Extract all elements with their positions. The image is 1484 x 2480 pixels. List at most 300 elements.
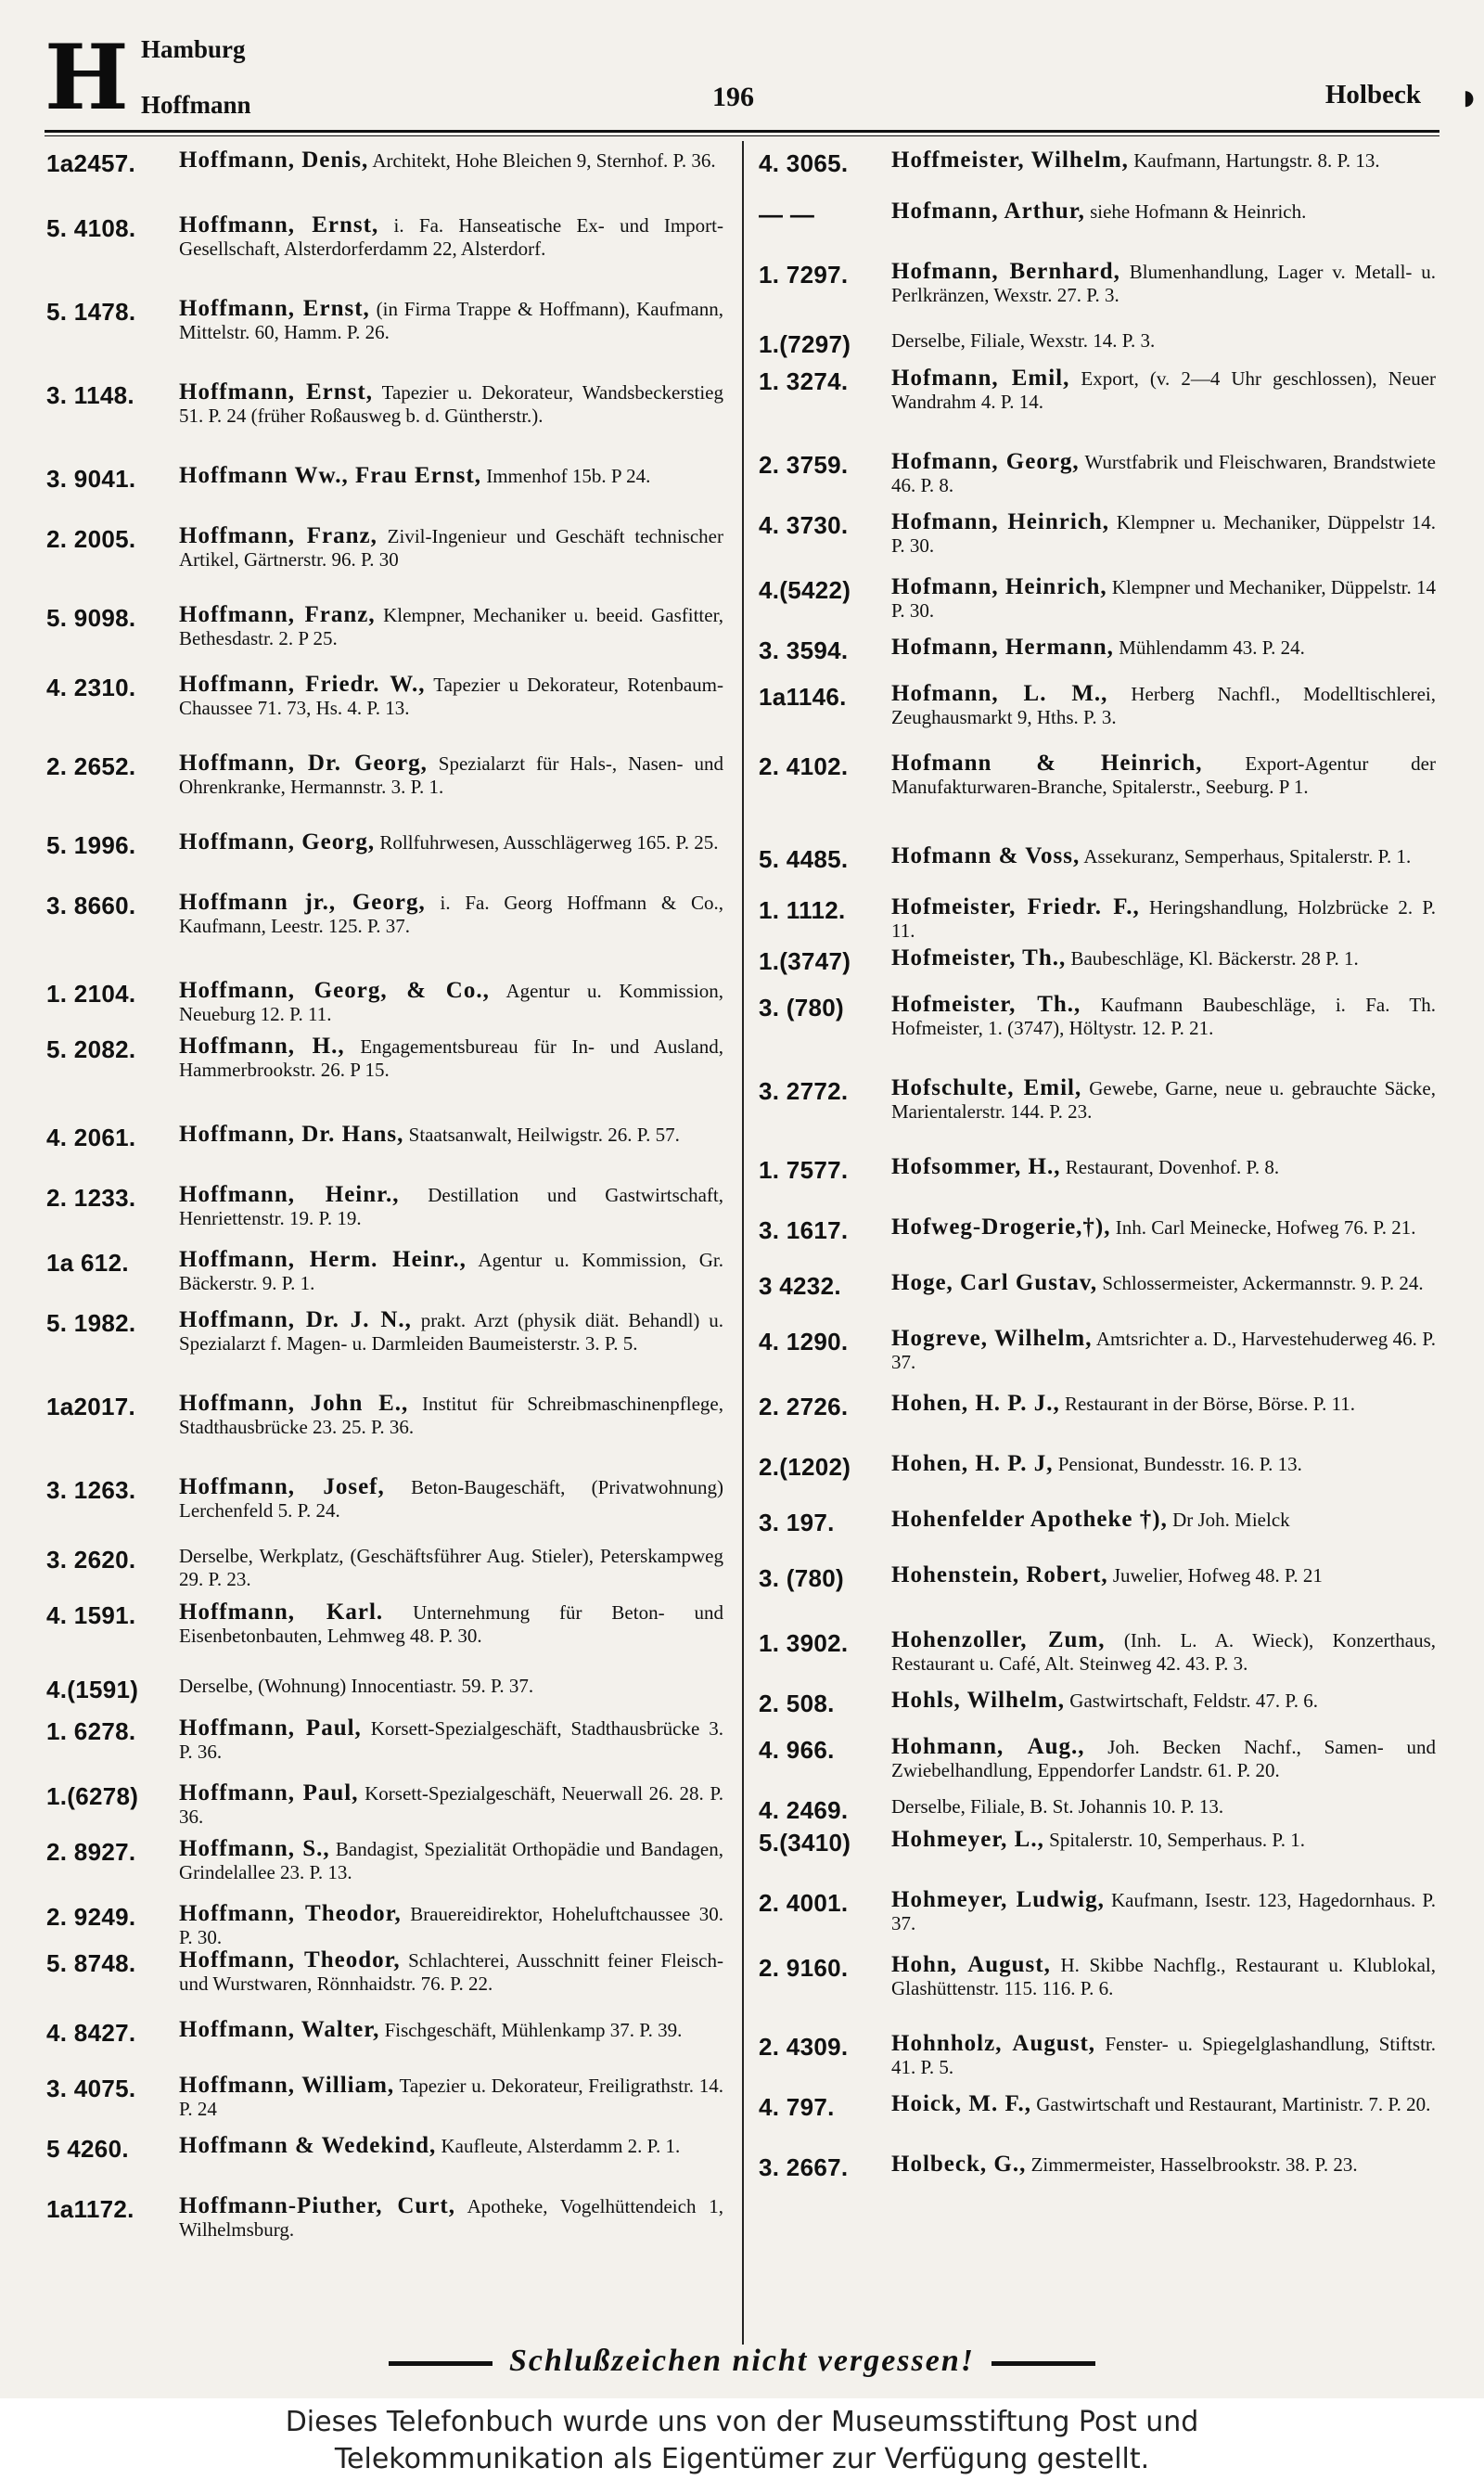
listing-text (891, 1508, 1436, 1532)
phone-number: 4. 8427. (46, 2019, 136, 2047)
subscriber-details: Blumenhandlung, Lager v. Metall- u. Perlkränzen, Wexstr. 27. P. 3. (891, 261, 1437, 306)
listing-text (891, 329, 1436, 353)
listing-entry (46, 380, 723, 428)
listing-entry (759, 895, 1436, 943)
phone-number: 2. 9249. (46, 1903, 136, 1931)
subscriber-name: Hogreve, Wilhelm, (891, 1326, 1093, 1351)
phone-number: 4. 2310. (46, 674, 136, 701)
subscriber-details: Kaufleute, Alsterdamm 2. P. 1. (441, 2135, 681, 2157)
phone-number: 1.(3747) (759, 947, 851, 975)
listing-entry (46, 1716, 723, 1764)
subscriber-name: Hofmann & Heinrich, (891, 751, 1203, 776)
listing-entry (46, 1948, 723, 1996)
listing-entry (759, 1507, 1436, 1536)
phone-number: 2. 2726. (759, 1393, 849, 1420)
subscriber-details: Zimmermeister, Hasselbrookstr. 38. P. 23. (1030, 2153, 1358, 2176)
listing-text (891, 1563, 1436, 1587)
subscriber-name: Hoffmann, Georg, (179, 829, 376, 855)
subscriber-name: Hoffmann, Ernst, (179, 212, 379, 238)
phone-number: 1. 7577. (759, 1156, 849, 1184)
subscriber-name: Hoffmann, Josef, (179, 1474, 385, 1499)
subscriber-name: Hofsommer, H., (891, 1154, 1061, 1179)
listing-text (179, 464, 723, 488)
listing-entry (46, 297, 723, 344)
subscriber-details: Gewebe, Garne, neue u. gebrauchte Säcke, Marientalerstr. 144. P. 23. (891, 1077, 1436, 1123)
phone-number: 1. 1112. (759, 896, 846, 924)
listing-text (179, 1545, 723, 1591)
listing-entry (759, 148, 1436, 177)
listing-entry (759, 1953, 1436, 2000)
phone-number: — — (759, 200, 815, 228)
listing-text (179, 2018, 723, 2042)
listing-entry (759, 2152, 1436, 2181)
subscriber-name: Hoffmann, William, (179, 2073, 395, 2098)
subscriber-details: Klempner, Mechaniker u. beeid. Gasfitter, Bethesdastr. 2. P 25. (179, 604, 723, 649)
listing-text (891, 844, 1436, 868)
listing-entry (46, 148, 723, 177)
phone-number: 2. 4001. (759, 1889, 849, 1917)
subscriber-details: Klempner und Mechaniker, Düppelstr. 14 P. 30. (891, 576, 1437, 622)
subscriber-name: Hohmeyer, Ludwig, (891, 1887, 1105, 1912)
listing-entry (759, 2032, 1436, 2079)
subscriber-details: Fenster- u. Spiegelglashandlung, Stiftstr. 41. P. 5. (891, 2033, 1436, 2078)
phone-number: 5. 9098. (46, 604, 136, 632)
subscriber-name: Hoffmeister, Wilhelm, (891, 148, 1129, 173)
subscriber-name: Hoffmann, Denis, (179, 148, 369, 173)
phone-number: 3. 2772. (759, 1077, 849, 1105)
subscriber-details: Derselbe, Filiale, B. St. Johannis 10. P. 13. (891, 1795, 1224, 1818)
listing-entry (759, 199, 1436, 228)
phone-number: 4.(1591) (46, 1676, 139, 1703)
subscriber-details: (Inh. L. A. Wieck), Konzerthaus, Restaurant u. Café, Alt. Steinweg 42. 43. P. 3. (891, 1629, 1437, 1675)
subscriber-name: Hoffmann, Walter, (179, 2017, 380, 2042)
phone-number: 5 4260. (46, 2135, 129, 2163)
subscriber-details: Destillation und Gastwirtschaft, Henriettenstr. 19. P. 19. (179, 1184, 723, 1229)
listing-text (179, 213, 723, 261)
listing-text (891, 682, 1436, 729)
subscriber-details: Kaufmann, Isestr. 123, Hagedornhaus. P. 37. (891, 1889, 1437, 1934)
subscriber-details: Heringshandlung, Holzbrücke 2. P. 11. (891, 896, 1437, 942)
slogan-rule-right (991, 2361, 1095, 2366)
listing-entry (759, 993, 1436, 1040)
subscriber-details: Gastwirtschaft, Feldstr. 47. P. 6. (1069, 1690, 1319, 1712)
listing-text (891, 946, 1436, 970)
phone-number: 3. 1263. (46, 1476, 136, 1504)
phone-number: 1. 2104. (46, 980, 136, 1008)
phone-number: 2.(1202) (759, 1453, 851, 1481)
subscriber-name: Hohenstein, Robert, (891, 1562, 1108, 1587)
listing-entry (759, 450, 1436, 497)
phone-number: 5. 2082. (46, 1035, 136, 1063)
listing-text (891, 148, 1436, 173)
phone-number: 2. 8927. (46, 1838, 136, 1866)
subscriber-details: Tapezier u. Dekorateur, Freiligrathstr. 14. P. 24 (179, 2075, 724, 2120)
listing-text (891, 895, 1436, 943)
listing-text (179, 1837, 723, 1884)
subscriber-details: Herberg Nachfl., Modelltischlerei, Zeughausmarkt 9, Hths. P. 3. (891, 683, 1436, 728)
listing-entry (46, 979, 723, 1026)
listing-entry (759, 752, 1436, 799)
slogan-rule-left (389, 2361, 493, 2366)
subscriber-name: Hofmann, Bernhard, (891, 259, 1120, 284)
subscriber-details: Engagementsbureau für In- und Ausland, Hammerbrookstr. 26. P 15. (179, 1035, 724, 1081)
listing-text (891, 1271, 1436, 1295)
subscriber-details: Dr Joh. Mielck (1172, 1509, 1290, 1531)
listing-text (891, 1076, 1436, 1124)
subscriber-details: Gastwirtschaft und Restaurant, Martinistr. 7. P. 20. (1036, 2093, 1431, 2115)
listing-entry (46, 2133, 723, 2163)
subscriber-name: Hoge, Carl Gustav, (891, 1270, 1098, 1295)
subscriber-details: prakt. Arzt (physik diät. Behandl) u. Spezialarzt f. Magen- u. Darmleiden Baumeisterstr. 3. P. 5. (179, 1309, 723, 1355)
listing-entry (46, 1034, 723, 1082)
subscriber-name: Hofmann, L. M., (891, 681, 1108, 706)
subscriber-details: Fischgeschäft, Mühlenkamp 37. P. 39. (384, 2019, 683, 2041)
subscriber-name: Hoffmann Ww., Frau Ernst, (179, 463, 481, 488)
listing-text (891, 260, 1436, 307)
phone-number: 2. 508. (759, 1690, 835, 1717)
listing-entry (46, 752, 723, 799)
listing-text (179, 1034, 723, 1082)
phone-number: 3. 4075. (46, 2075, 136, 2102)
subscriber-name: Hoffmann, Dr. J. N., (179, 1307, 412, 1332)
listing-entry (759, 1327, 1436, 1374)
subscriber-name: Hoffmann, Franz, (179, 602, 376, 627)
subscriber-details: Apotheke, Vogelhüttendeich 1, Wilhelmsburg. (179, 2195, 723, 2241)
listing-text (891, 1795, 1436, 1818)
slogan (0, 2344, 1484, 2379)
listing-entry (46, 1600, 723, 1648)
phone-number: 3. 2620. (46, 1546, 136, 1574)
subscriber-name: Hoffmann & Wedekind, (179, 2133, 437, 2158)
phone-number: 1a2017. (46, 1393, 136, 1420)
subscriber-name: Hoffmann, Friedr. W., (179, 672, 426, 697)
listing-entry (759, 1076, 1436, 1124)
subscriber-name: Hofmann, Emil, (891, 366, 1070, 391)
subscriber-details: Derselbe, (Wohnung) Innocentiastr. 59. P. 37. (179, 1675, 534, 1697)
subscriber-details: Export-Agentur der Manufakturwaren-Branche, Spitalerstr., Seeburg. P 1. (891, 752, 1436, 798)
subscriber-details: Tapezier u. Dekorateur, Wandsbeckerstieg 51. P. 24 (früher Roßausweg b. d. Güntherstr.). (179, 381, 724, 427)
subscriber-name: Hoffmann, Theodor, (179, 1901, 402, 1926)
listing-entry (46, 1475, 723, 1523)
listing-entry (46, 1902, 723, 1949)
listing-text (179, 603, 723, 650)
subscriber-name: Hofmann, Arthur, (891, 199, 1085, 224)
subscriber-details: Restaurant, Dovenhof. P. 8. (1065, 1156, 1280, 1178)
listing-entry (46, 2074, 723, 2121)
listing-entry (759, 1562, 1436, 1592)
footer-line-1: Dieses Telefonbuch wurde uns von der Museumsstiftung Post und (285, 2406, 1199, 2438)
section-letter: H (45, 25, 129, 130)
phone-number: 3. 2667. (759, 2153, 849, 2181)
phone-number: 1. 3902. (759, 1629, 849, 1657)
subscriber-name: Hoffmann, S., (179, 1836, 330, 1861)
header-rule (45, 130, 1439, 136)
listing-text (179, 1392, 723, 1439)
phone-number: 1. 6278. (46, 1717, 136, 1745)
subscriber-details: Kaufmann Baubeschläge, i. Fa. Th. Hofmeister, 1. (3747), Höltystr. 12. P. 21. (891, 994, 1437, 1039)
listing-entry (46, 1183, 723, 1230)
listing-text (179, 1902, 723, 1949)
listing-entry (759, 510, 1436, 558)
listing-entry (46, 1248, 723, 1295)
subscriber-details: Immenhof 15b. P 24. (486, 465, 651, 487)
listing-entry (46, 463, 723, 493)
listing-text (179, 1948, 723, 1996)
listing-entry (759, 260, 1436, 307)
subscriber-details: Derselbe, Filiale, Wexstr. 14. P. 3. (891, 329, 1156, 352)
subscriber-details: Pensionat, Bundesstr. 16. P. 13. (1057, 1453, 1302, 1475)
subscriber-details: Juwelier, Hofweg 48. P. 21 (1112, 1564, 1323, 1587)
listing-entry (46, 1837, 723, 1884)
subscriber-name: Hoffmann, Franz, (179, 523, 377, 548)
phone-number: 1a2457. (46, 149, 136, 177)
listing-entry (46, 1675, 723, 1703)
subscriber-name: Hoffmann-Piuther, Curt, (179, 2193, 455, 2218)
subscriber-details: Restaurant in der Börse, Börse. P. 11. (1065, 1393, 1356, 1415)
header-last-name: Holbeck (1324, 80, 1421, 109)
phone-number: 5. 1982. (46, 1309, 136, 1337)
subscriber-name: Hoffmann, Dr. Georg, (179, 751, 428, 776)
subscriber-details: Agentur u. Kommission, Gr. Bäckerstr. 9. P. 1. (179, 1249, 724, 1294)
phone-number: 5. 1996. (46, 831, 136, 859)
listing-entry (759, 1688, 1436, 1717)
listing-text (179, 2194, 723, 2242)
listing-text (179, 148, 723, 173)
listing-text (179, 2134, 723, 2158)
subscriber-details: Kaufmann, Hartungstr. 8. P. 13. (1133, 149, 1380, 172)
phone-number: 1a1146. (759, 683, 847, 711)
listing-text (179, 1183, 723, 1230)
subscriber-name: Hofweg-Drogerie,†), (891, 1214, 1111, 1240)
listing-text (891, 2092, 1436, 2116)
phone-number: 2. 2005. (46, 525, 136, 553)
listing-text (179, 673, 723, 720)
listing-text (891, 1828, 1436, 1852)
listing-entry (46, 1781, 723, 1829)
subscriber-name: Hoffmann, Ernst, (179, 379, 373, 405)
listing-text (891, 1155, 1436, 1179)
subscriber-name: Hofmann & Voss, (891, 843, 1081, 868)
subscriber-details: Staatsanwalt, Heilwigstr. 26. P. 57. (408, 1124, 680, 1146)
subscriber-name: Hoffmann, H., (179, 1034, 345, 1059)
subscriber-name: Hofmann, Georg, (891, 449, 1080, 474)
listing-text (891, 1327, 1436, 1374)
listing-entry (759, 1888, 1436, 1935)
subscriber-name: Hoffmann, Theodor, (179, 1947, 401, 1972)
listing-entry (46, 1392, 723, 1439)
listing-entry (46, 2017, 723, 2047)
listing-text (179, 1781, 723, 1829)
phone-number: 2. 3759. (759, 451, 849, 479)
phone-number: 3. 3594. (759, 636, 849, 664)
subscriber-name: Hoffmann, Paul, (179, 1715, 362, 1741)
phone-number: 3. 1148. (46, 381, 134, 409)
listing-text (891, 2152, 1436, 2177)
subscriber-details: Architekt, Hohe Bleichen 9, Sternhof. P. 36. (372, 149, 716, 172)
subscriber-details: Unternehmung für Beton- und Eisenbetonbauten, Lehmweg 48. P. 30. (179, 1601, 723, 1647)
subscriber-name: Hohenfelder Apotheke †), (891, 1507, 1168, 1532)
subscriber-details: Spitalerstr. 10, Semperhaus. P. 1. (1049, 1829, 1305, 1851)
subscriber-details: Korsett-Spezialgeschäft, Stadthausbrücke 3. P. 36. (179, 1717, 723, 1763)
subscriber-details: Klempner u. Mechaniker, Düppelstr 14. P. 30. (891, 511, 1437, 557)
subscriber-name: Hofschulte, Emil, (891, 1075, 1082, 1100)
phone-number: 4. 966. (759, 1736, 835, 1764)
phone-number: 5.(3410) (759, 1829, 851, 1857)
listing-text (179, 297, 723, 344)
listing-entry (759, 1391, 1436, 1420)
page-number: 196 (712, 82, 754, 112)
listing-text (891, 366, 1436, 414)
listing-text (891, 1392, 1436, 1416)
subscriber-details: Amtsrichter a. D., Harvestehuderweg 46. P. 37. (891, 1328, 1436, 1373)
listing-entry (759, 1735, 1436, 1782)
subscriber-name: Hofmann, Heinrich, (891, 574, 1107, 599)
subscriber-details: Mühlendamm 43. P. 24. (1119, 636, 1305, 659)
listing-entry (759, 635, 1436, 664)
listing-text (891, 510, 1436, 558)
phone-number: 3. 197. (759, 1509, 835, 1536)
subscriber-details: Assekuranz, Semperhaus, Spitalerstr. P. 1. (1083, 845, 1412, 867)
listing-text (891, 993, 1436, 1040)
subscriber-details: Schlachterei, Ausschnitt feiner Fleisch- und Wurstwaren, Rönnhaidstr. 76. P. 22. (179, 1949, 723, 1995)
listing-text (179, 1475, 723, 1523)
phone-number: 1a 612. (46, 1249, 129, 1277)
subscriber-name: Hoffmann, Dr. Hans, (179, 1122, 404, 1147)
subscriber-details: Inh. Carl Meinecke, Hofweg 76. P. 21. (1115, 1216, 1416, 1239)
subscriber-details: siehe Hofmann & Heinrich. (1090, 200, 1307, 223)
subscriber-details: Wurstfabrik und Fleischwaren, Brandstwiete 46. P. 8. (891, 451, 1437, 496)
listing-entry (46, 524, 723, 572)
subscriber-details: Beton-Baugeschäft, (Privatwohnung) Lerchenfeld 5. P. 24. (179, 1476, 723, 1522)
listing-entry (759, 329, 1436, 358)
subscriber-details: (in Firma Trappe & Hoffmann), Kaufmann, Mittelstr. 60, Hamm. P. 26. (179, 298, 723, 343)
subscriber-details: H. Skibbe Nachflg., Restaurant u. Klublokal, Glashüttenstr. 115. 116. P. 6. (891, 1954, 1436, 1999)
phone-number: 3. (780) (759, 994, 845, 1022)
subscriber-name: Hofmann, Hermann, (891, 635, 1114, 660)
subscriber-name: Hoffmann, Ernst, (179, 296, 370, 321)
phone-number: 4. 2061. (46, 1124, 136, 1151)
subscriber-details: Bandagist, Spezialität Orthopädie und Bandagen, Grindelallee 23. P. 13. (179, 1838, 723, 1883)
phone-number: 4. 3065. (759, 149, 849, 177)
phone-number: 5. 4108. (46, 214, 136, 242)
listing-entry (46, 1122, 723, 1151)
subscriber-name: Holbeck, G., (891, 2152, 1027, 2177)
phone-number: 1. 7297. (759, 261, 849, 289)
listing-entry (759, 945, 1436, 975)
listing-text (891, 1452, 1436, 1476)
subscriber-name: Hohen, H. P. J., (891, 1391, 1060, 1416)
listing-text (179, 752, 723, 799)
subscriber-name: Hofmeister, Th., (891, 945, 1067, 970)
subscriber-name: Hoffmann, Heinr., (179, 1182, 400, 1207)
footer-line-2: Telekommunikation als Eigentümer zur Verfügung gestellt. (334, 2443, 1150, 2475)
header-city: Hamburg (141, 35, 246, 63)
listing-entry (46, 891, 723, 938)
phone-number: 3. (780) (759, 1564, 845, 1592)
subscriber-details: Export, (v. 2—4 Uhr geschlossen), Neuer Wandrahm 4. P. 14. (891, 367, 1437, 413)
listing-entry (46, 213, 723, 261)
footer-credit (0, 2398, 1484, 2480)
subscriber-details: Rollfuhrwesen, Ausschlägerweg 165. P. 25. (379, 831, 719, 854)
subscriber-name: Hohnholz, August, (891, 2031, 1096, 2056)
listing-text (179, 891, 723, 938)
subscriber-name: Hofmeister, Friedr. F., (891, 894, 1140, 919)
phone-number: 4. 797. (759, 2093, 835, 2121)
listing-text (891, 636, 1436, 660)
phone-number: 4.(5422) (759, 576, 851, 604)
column-divider (742, 141, 744, 2345)
subscriber-details: Institut für Schreibmaschinenpflege, Stadthausbrücke 23. 25. P. 36. (179, 1393, 723, 1438)
phone-number: 3. 8660. (46, 892, 136, 919)
listing-entry (759, 2091, 1436, 2121)
subscriber-name: Hohmeyer, L., (891, 1827, 1044, 1852)
subscriber-details: Baubeschläge, Kl. Bäckerstr. 28 P. 1. (1070, 947, 1359, 970)
listing-text (891, 1953, 1436, 2000)
subscriber-name: Hohls, Wilhelm, (891, 1688, 1066, 1713)
phone-number: 4. 1290. (759, 1328, 849, 1356)
phone-number: 3. 9041. (46, 465, 136, 493)
subscriber-name: Hoick, M. F., (891, 2091, 1031, 2116)
listing-entry (759, 843, 1436, 873)
phone-number: 5. 1478. (46, 298, 136, 326)
listing-text (179, 1248, 723, 1295)
listing-entry (46, 1545, 723, 1591)
phone-number: 2. 2652. (46, 752, 136, 780)
subscriber-name: Hoffmann, John E., (179, 1391, 409, 1416)
listing-text (179, 1308, 723, 1356)
listing-entry (759, 366, 1436, 414)
listing-entry (759, 1827, 1436, 1857)
subscriber-details: Zivil-Ingenieur und Geschäft technischer Artikel, Gärtnerstr. 96. P. 30 (179, 525, 723, 571)
listing-text (179, 830, 723, 855)
phone-number: 1.(7297) (759, 330, 851, 358)
listing-text (179, 1675, 723, 1698)
phone-number: 3. 1617. (759, 1216, 849, 1244)
listing-text (891, 450, 1436, 497)
listing-text (179, 380, 723, 428)
listing-text (891, 2032, 1436, 2079)
phone-number: 5. 4485. (759, 845, 849, 873)
phone-number: 2. 4102. (759, 752, 849, 780)
subscriber-details: Schlossermeister, Ackermannstr. 9. P. 24. (1102, 1272, 1424, 1294)
listing-text (179, 1600, 723, 1648)
listing-text (179, 979, 723, 1026)
phone-number: 3 4232. (759, 1272, 841, 1300)
slogan-text: Schlußzeichen nicht vergessen! (508, 2344, 976, 2378)
phone-number: 1.(6278) (46, 1782, 139, 1810)
subscriber-name: Hoffmann, Georg, & Co., (179, 978, 490, 1003)
subscriber-details: i. Fa. Georg Hoffmann & Co., Kaufmann, Leestr. 125. P. 37. (179, 892, 724, 937)
phone-number: 1. 3274. (759, 367, 849, 395)
listing-text (179, 1123, 723, 1147)
listing-text (891, 1628, 1436, 1676)
subscriber-name: Hohenzoller, Zum, (891, 1627, 1106, 1652)
phone-number: 4. 1591. (46, 1601, 136, 1629)
subscriber-name: Hohen, H. P. J, (891, 1451, 1054, 1476)
header-first-name: Hoffmann (141, 91, 251, 119)
listing-text (891, 575, 1436, 623)
listing-entry (46, 673, 723, 720)
subscriber-name: Hohmann, Aug., (891, 1734, 1085, 1759)
phone-number: 2. 1233. (46, 1184, 136, 1212)
listing-entry (46, 2194, 723, 2242)
listing-text (891, 199, 1436, 224)
listing-entry (759, 575, 1436, 623)
subscriber-details: Agentur u. Kommission, Neueburg 12. P. 11. (179, 980, 724, 1025)
phone-number: 5. 8748. (46, 1949, 136, 1977)
subscriber-details: Joh. Becken Nachf., Samen- und Zwiebelhandlung, Eppendorfer Landstr. 61. P. 20. (891, 1736, 1437, 1781)
listing-entry (759, 1154, 1436, 1184)
